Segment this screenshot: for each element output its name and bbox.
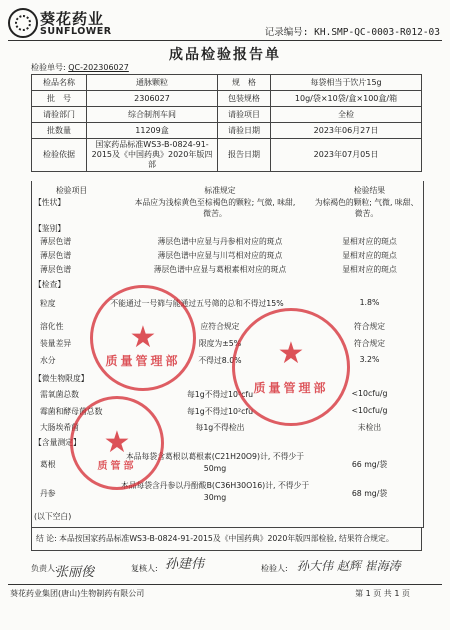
info-row — [32, 123, 422, 139]
result-item: 粒度 — [40, 299, 56, 308]
info-label: 报告日期 — [218, 139, 271, 172]
info-label: 请验日期 — [218, 123, 271, 139]
result-std: 本品每袋含丹参以丹酚酸B(C36H30O16)计, 不得少于30mg — [120, 481, 310, 502]
result-value: <10cfu/g — [351, 406, 388, 415]
info-row — [32, 91, 422, 107]
section-label-assay: 【含量测定】 — [34, 438, 81, 447]
result-std: 薄层色谱中应显与川芎相对应的斑点 — [157, 251, 283, 260]
blank-note: (以下空白) — [34, 512, 72, 521]
page-indicator: 第 1 页 共 1 页 — [355, 589, 410, 598]
result-value: 显相对应的斑点 — [342, 265, 397, 274]
charge-label: 负责人: — [31, 564, 58, 573]
footer-divider — [8, 584, 442, 585]
result-value: 符合规定 — [353, 339, 386, 348]
header-divider — [8, 40, 442, 41]
seal-star-icon: ★ — [129, 320, 157, 355]
info-value: 10g/袋×10袋/盒×100盒/箱 — [271, 91, 422, 107]
result-item: 溶化性 — [40, 322, 64, 331]
conclusion-text: 结 论: 本品按国家药品标准WS3-B-0824-91-2015及《中国药典》2020年版四部检验, 结果符合规定。 — [31, 527, 422, 551]
result-value: 3.2% — [359, 355, 380, 364]
charge-signature: 张丽俊 — [55, 565, 95, 580]
info-value: 通脉颗粒 — [87, 75, 218, 91]
info-label: 请验项目 — [218, 107, 271, 123]
logo-english-text: SUNFLOWER — [40, 26, 112, 37]
result-value: 未检出 — [357, 423, 382, 432]
result-std: 本品应为浅棕黄色至棕褐色的颗粒; 气微, 味甜, 微苦。 — [134, 198, 296, 218]
col-res-header: 检验结果 — [353, 186, 386, 195]
section-label-identification: 【鉴别】 — [34, 224, 66, 233]
report-number-value: QC-202306027 — [68, 63, 129, 72]
inspector-label: 检验人: — [261, 564, 288, 573]
review-label: 复核人: — [131, 564, 158, 573]
result-item: 霉菌和酵母菌总数 — [40, 407, 103, 416]
section-label-properties: 【性状】 — [34, 198, 66, 207]
result-value: 显相对应的斑点 — [342, 251, 397, 260]
info-value: 国家药品标准WS3-B-0824-91-2015及《中国药典》2020年版四部 — [87, 139, 218, 172]
section-label-microbial: 【微生物限度】 — [34, 374, 89, 383]
result-std: 本品每袋含葛根以葛根素(C21H20O9)计, 不得少于50mg — [125, 452, 305, 473]
info-value: 2023年07月05日 — [271, 139, 422, 172]
info-label: 批 号 — [32, 91, 87, 107]
record-number: 记录编号: KH.SMP-QC-0003-R012-03 — [264, 27, 440, 38]
sunflower-logo-icon — [8, 8, 38, 38]
result-value: 68 mg/袋 — [351, 489, 388, 498]
seal-text: 质量管理部 — [105, 354, 181, 368]
signature-row — [31, 553, 422, 581]
info-value: 2023年06月27日 — [271, 123, 422, 139]
info-table — [31, 74, 422, 172]
section-label-checks: 【检查】 — [34, 280, 66, 289]
report-number — [31, 62, 129, 73]
result-item: 大肠埃希菌 — [40, 423, 79, 432]
info-value: 每袋相当于饮片15g — [271, 75, 422, 91]
result-value: 66 mg/袋 — [351, 460, 388, 469]
result-value: 显相对应的斑点 — [342, 237, 397, 246]
result-item: 需氧菌总数 — [40, 390, 79, 399]
info-value: 综合制剂车间 — [87, 107, 218, 123]
info-label: 规 格 — [218, 75, 271, 91]
result-value: 为棕褐色的颗粒; 气微, 味甜、微苦。 — [314, 198, 419, 218]
result-value: 符合规定 — [353, 322, 386, 331]
report-title: 成品检验报告单 — [169, 47, 281, 63]
quality-dept-seal-c — [70, 396, 164, 490]
info-row — [32, 107, 422, 123]
info-label: 检验依据 — [32, 139, 87, 172]
quality-dept-seal-a — [90, 285, 196, 391]
result-item: 水分 — [40, 356, 56, 365]
info-row — [32, 139, 422, 172]
info-label: 包装规格 — [218, 91, 271, 107]
info-value: 11209盒 — [87, 123, 218, 139]
result-value: 1.8% — [359, 298, 380, 307]
info-value: 2306027 — [87, 91, 218, 107]
result-std: 不能通过一号筛与能通过五号筛的总和不得过15% — [110, 299, 284, 308]
col-std-header: 标准规定 — [204, 186, 236, 195]
result-std: 每1g不得过10³cfu — [186, 390, 254, 399]
result-item: 薄层色谱 — [40, 251, 72, 260]
result-item: 装量差异 — [40, 339, 72, 348]
result-std: 限度为±5% — [198, 339, 242, 348]
info-label: 请验部门 — [32, 107, 87, 123]
result-item: 薄层色谱 — [40, 237, 72, 246]
seal-text: 质管部 — [97, 461, 137, 472]
result-std: 不得过8.0% — [198, 356, 242, 365]
info-label: 批数量 — [32, 123, 87, 139]
result-std: 应符合规定 — [200, 322, 240, 331]
company-name: 葵花药业集团(唐山)生物制药有限公司 — [10, 589, 145, 598]
inspector-signature: 孙大伟 赵辉 崔海涛 — [297, 559, 401, 573]
review-signature: 孙建伟 — [165, 557, 205, 572]
result-item: 丹参 — [40, 489, 56, 498]
seal-star-icon: ★ — [103, 425, 131, 460]
info-row — [32, 75, 422, 91]
seal-text: 质量管理部 — [253, 381, 329, 395]
info-value: 全检 — [271, 107, 422, 123]
result-std: 每1g不得检出 — [195, 423, 245, 432]
logo-chinese-text: 葵花药业 — [40, 10, 105, 28]
result-std: 每1g不得过10²cfu — [186, 407, 254, 416]
quality-dept-seal-b — [232, 308, 350, 426]
result-item: 薄层色谱 — [40, 265, 72, 274]
report-number-label: 检验单号: — [31, 63, 69, 72]
company-logo — [8, 8, 128, 40]
result-item: 葛根 — [40, 460, 56, 469]
result-value: <10cfu/g — [351, 389, 388, 398]
seal-star-icon: ★ — [277, 335, 305, 371]
col-item-header: 检验项目 — [56, 186, 88, 195]
result-std: 薄层色谱中应显与丹参相对应的斑点 — [157, 237, 283, 246]
info-label: 检品名称 — [32, 75, 87, 91]
result-std: 薄层色谱中应显与葛根素相对应的斑点 — [153, 265, 287, 274]
